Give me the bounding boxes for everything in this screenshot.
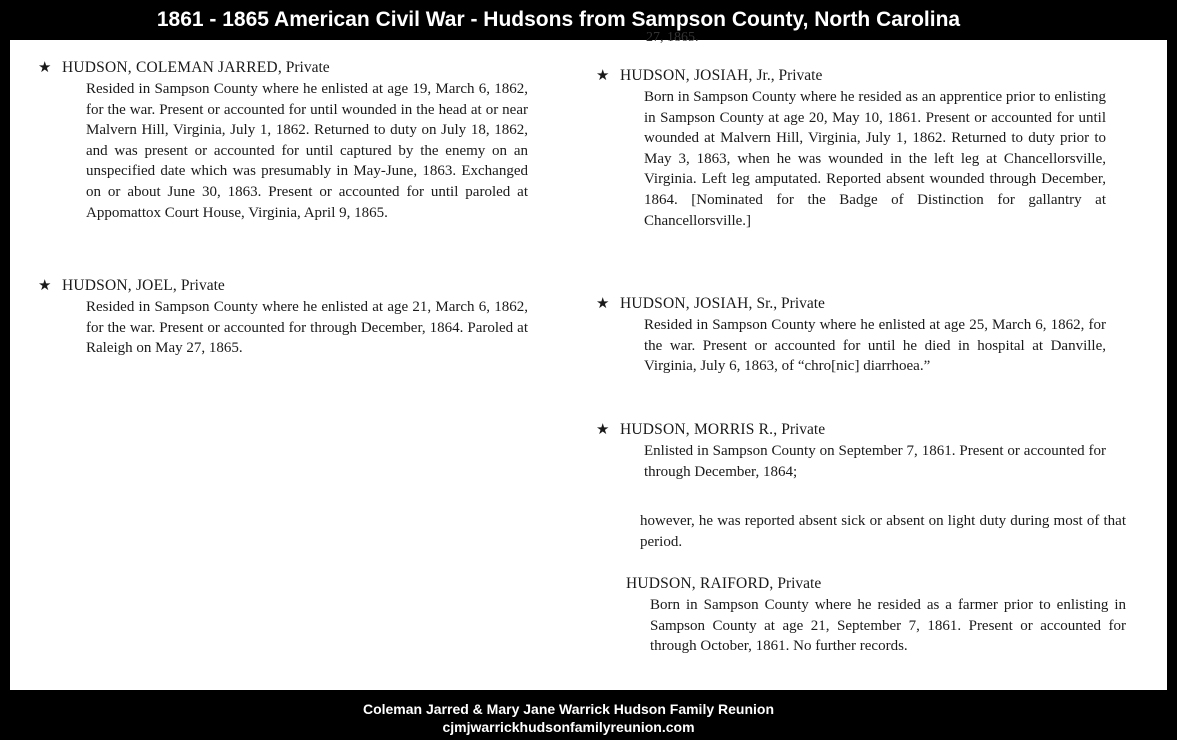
- star-icon: ★: [38, 278, 52, 294]
- footer-reunion-name: Coleman Jarred & Mary Jane Warrick Hudson Family Reunion: [362, 701, 775, 717]
- entry-heading: [596, 420, 1106, 440]
- entry-text: Born in Sampson County where he resided as an apprentice prior to enlisting in Sampson County at age 20, May 10, 1861. Present or accounted for until wounded at Malvern Hill, Virginia, July 1, 1862. Returned to duty prior to May 3, 1863, when he was wounded in the left leg at Chancellorsville, Virginia. Left leg amputated. Reported absent wounded through December, 1864. [Nominated for the Badge of Distinction for gallantry at Chancellorsville.]: [644, 89, 1106, 229]
- entry-rank: Private: [180, 277, 225, 294]
- entry-morris-r: [596, 420, 1106, 482]
- entry-text: Resided in Sampson County where he enlisted at age 19, March 6, 1862, for the war. Present or accounted for until wounded in the head at or near Malvern Hill, Virginia, July 1, 1862. Returned to duty on July 18, 1862, and was present or accounted for until captured by the enemy on an unspecified date which was presumably in May-June, 1863. Exchanged on or about June 30, 1863. Present or accounted for until paroled at Appomattox Court House, Virginia, April 9, 1865.: [86, 81, 528, 221]
- entry-text: Resided in Sampson County where he enlisted at age 21, March 6, 1862, for the war. Present or accounted for through December, 1864. Paroled at Raleigh on May 27, 1865.: [86, 299, 528, 357]
- entry-heading: [596, 294, 1106, 314]
- entry-rank: Private: [781, 421, 826, 438]
- star-icon: ★: [596, 68, 610, 84]
- entry-joel: [38, 276, 528, 359]
- entry-josiah-jr: [596, 66, 1106, 231]
- entry-text-continued: however, he was reported absent sick or absent on light duty during most of that period.: [640, 513, 1126, 550]
- entry-heading: [626, 574, 1126, 594]
- cutoff-text: 27, 1865.: [646, 30, 699, 45]
- star-icon: ★: [596, 296, 610, 312]
- entry-name: HUDSON, JOEL,: [62, 277, 177, 294]
- document-page: [10, 30, 1167, 690]
- entry-text: Born in Sampson County where he resided as a farmer prior to enlisting in Sampson County at age 21, September 7, 1861. Present or accounted for through October, 1861. No further records.: [650, 597, 1126, 655]
- entry-heading: [596, 66, 1106, 86]
- entry-name: HUDSON, COLEMAN JARRED,: [62, 59, 282, 76]
- entry-morris-r-continued: [640, 510, 1126, 552]
- star-icon: ★: [38, 60, 52, 76]
- entry-raiford: [626, 574, 1126, 657]
- entry-text: Resided in Sampson County where he enlisted at age 25, March 6, 1862, for the war. Present or accounted for until he died in hospital at Danville, Virginia, July 6, 1863, of “chro[nic] diarrhoea.”: [644, 317, 1106, 375]
- entry-coleman-jarred: [38, 58, 528, 223]
- footer-website: cjmjwarrickhudsonfamilyreunion.com: [442, 719, 695, 735]
- entry-josiah-sr: [596, 294, 1106, 377]
- entry-rank: Private: [285, 59, 330, 76]
- entry-heading: [38, 58, 528, 78]
- entry-name: HUDSON, MORRIS R.,: [620, 421, 778, 438]
- entry-rank: Jr., Private: [756, 67, 823, 84]
- footer: [0, 700, 1177, 736]
- page-title: [0, 0, 1177, 40]
- entry-name: HUDSON, JOSIAH,: [620, 295, 753, 312]
- entry-rank: Sr., Private: [756, 295, 825, 312]
- page-title-text: 1861 - 1865 American Civil War - Hudsons from Sampson County, North Carolina: [156, 8, 961, 31]
- entry-rank: Private: [777, 575, 822, 592]
- star-icon: ★: [596, 422, 610, 438]
- entry-name: HUDSON, RAIFORD,: [626, 575, 774, 592]
- entry-heading: [38, 276, 528, 296]
- entry-text: Enlisted in Sampson County on September 7, 1861. Present or accounted for through December, 1864;: [644, 443, 1106, 480]
- entry-name: HUDSON, JOSIAH,: [620, 67, 753, 84]
